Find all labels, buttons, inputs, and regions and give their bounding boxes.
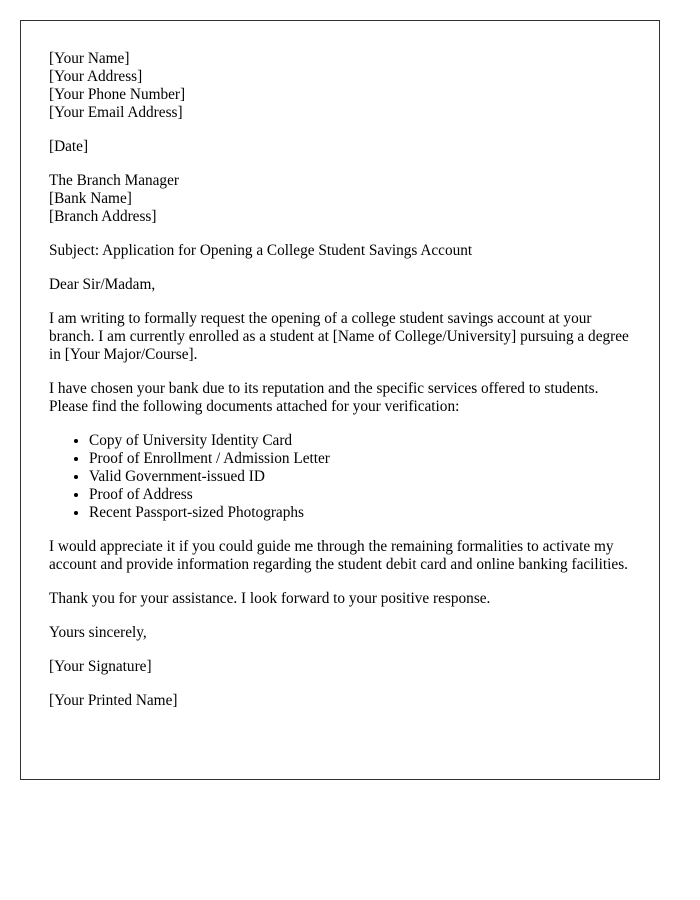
date-block [49, 138, 631, 156]
printed-name-placeholder: [Your Printed Name] [49, 692, 178, 709]
letter-page [20, 20, 660, 780]
letter-subject: Subject: Application for Opening a College Student Savings Account [49, 242, 473, 259]
body-paragraph-1: I am writing to formally request the opening of a college student savings account at your branch. I am currently enrolled as a student at [Name of College/University] pursuing a degree in [Your Major/Course]. [49, 310, 629, 363]
closing: Yours sincerely, [49, 624, 147, 641]
recipient-block [49, 172, 631, 226]
sender-address: [Your Address] [49, 68, 143, 85]
sender-phone: [Your Phone Number] [49, 86, 186, 103]
list-item: • Valid Government-issued ID [89, 468, 631, 486]
list-item: • Recent Passport-sized Photographs [89, 504, 631, 522]
letter-date: [Date] [49, 138, 89, 155]
recipient-branch-address: [Branch Address] [49, 208, 157, 225]
list-item: • Proof of Address [89, 486, 631, 504]
body-paragraph-3: I would appreciate it if you could guide me through the remaining formalities to activate my account and provide information regarding the student debit card and online banking facilities. [49, 538, 628, 573]
body-paragraph-4: Thank you for your assistance. I look forward to your positive response. [49, 590, 491, 607]
sender-name: [Your Name] [49, 50, 130, 67]
sender-block [49, 50, 631, 122]
list-item: • Proof of Enrollment / Admission Letter [89, 450, 631, 468]
signature-placeholder: [Your Signature] [49, 658, 152, 675]
sender-email: [Your Email Address] [49, 104, 183, 121]
documents-list [49, 432, 631, 522]
recipient-bank-name: [Bank Name] [49, 190, 132, 207]
salutation: Dear Sir/Madam, [49, 276, 156, 293]
recipient-title: The Branch Manager [49, 172, 179, 189]
body-paragraph-2: I have chosen your bank due to its reputation and the specific services offered to students. Please find the following documents attached for your verification: [49, 380, 599, 415]
list-item: • Copy of University Identity Card [89, 432, 631, 450]
